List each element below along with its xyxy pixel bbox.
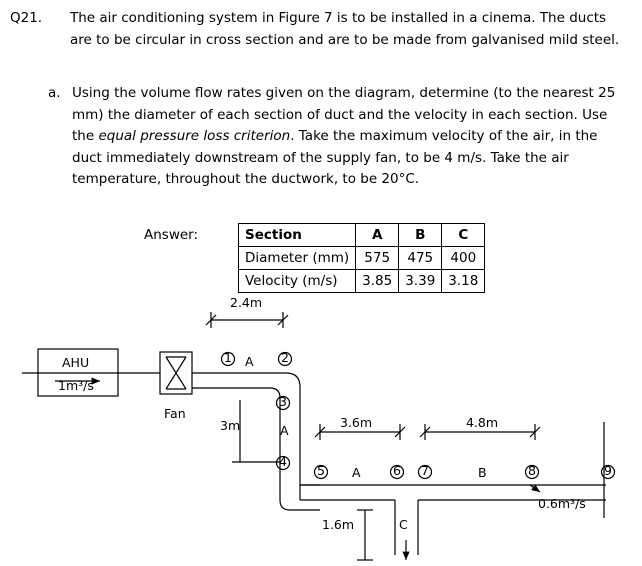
answer-header-section: Section: [239, 224, 356, 247]
outlet-arrow: [530, 485, 540, 492]
question-intro: The air conditioning system in Figure 7 is to be installed in a cinema. The ducts are to be circular in cross section and are to be made from galvanised mild steel.: [70, 10, 620, 48]
answer-header-c: C: [442, 224, 485, 247]
ahu-label: AHU: [62, 355, 90, 370]
cell: 3.18: [442, 270, 485, 293]
outlet-flow: 0.6m³/s: [538, 496, 586, 511]
question-number: Q21.: [10, 10, 43, 26]
section-b-label: B: [478, 465, 487, 480]
section-a-label-low: A: [352, 465, 361, 480]
section-c-label: C: [399, 517, 408, 532]
node-label: 2: [281, 350, 289, 365]
node-label: 4: [279, 454, 287, 469]
cell: 575: [356, 247, 399, 270]
section-a-label-top: A: [245, 354, 254, 369]
cell: 3.39: [399, 270, 442, 293]
cell: 475: [399, 247, 442, 270]
duct-outer: [192, 373, 320, 485]
node-label: 5: [317, 463, 325, 478]
part-label: a.: [48, 85, 61, 101]
answer-label: Answer:: [144, 227, 199, 243]
dim-top: 2.4m: [230, 295, 263, 310]
fan-label: Fan: [164, 406, 186, 421]
dim-section-a: 3.6m: [340, 415, 373, 430]
ahu-flow: 1m³/s: [58, 378, 94, 393]
dim-vertical: 3m: [220, 418, 241, 433]
part-text-1: Using the volume flow rates given on the diagram, determine (to the nearest 25 mm) the diameter of each section of duct and the velocity in each section. Use the: [72, 85, 616, 144]
node-label: 6: [393, 463, 401, 478]
row-label: Velocity (m/s): [239, 270, 356, 293]
cell: 3.85: [356, 270, 399, 293]
row-label: Diameter (mm): [239, 247, 356, 270]
section-a-label-mid: A: [280, 423, 289, 438]
answer-header-b: B: [399, 224, 442, 247]
duct-inner: [192, 388, 320, 510]
part-text-emphasis: equal pressure loss criterion: [98, 128, 291, 144]
node-label: 3: [279, 394, 287, 409]
answer-header-a: A: [356, 224, 399, 247]
dim-branch: 1.6m: [322, 517, 355, 532]
node-label: 7: [421, 463, 429, 478]
node-label: 1: [224, 350, 232, 365]
dim-section-b: 4.8m: [466, 415, 499, 430]
node-label: 9: [604, 463, 612, 478]
part-text-2: . Take the maximum velocity of the air, in the duct immediately downstream of the supply fan, to be 4 m/s. Take the air temperature, throughout the ductwork, to be 20°C.: [72, 128, 598, 187]
node-label: 8: [528, 463, 536, 478]
cell: 400: [442, 247, 485, 270]
